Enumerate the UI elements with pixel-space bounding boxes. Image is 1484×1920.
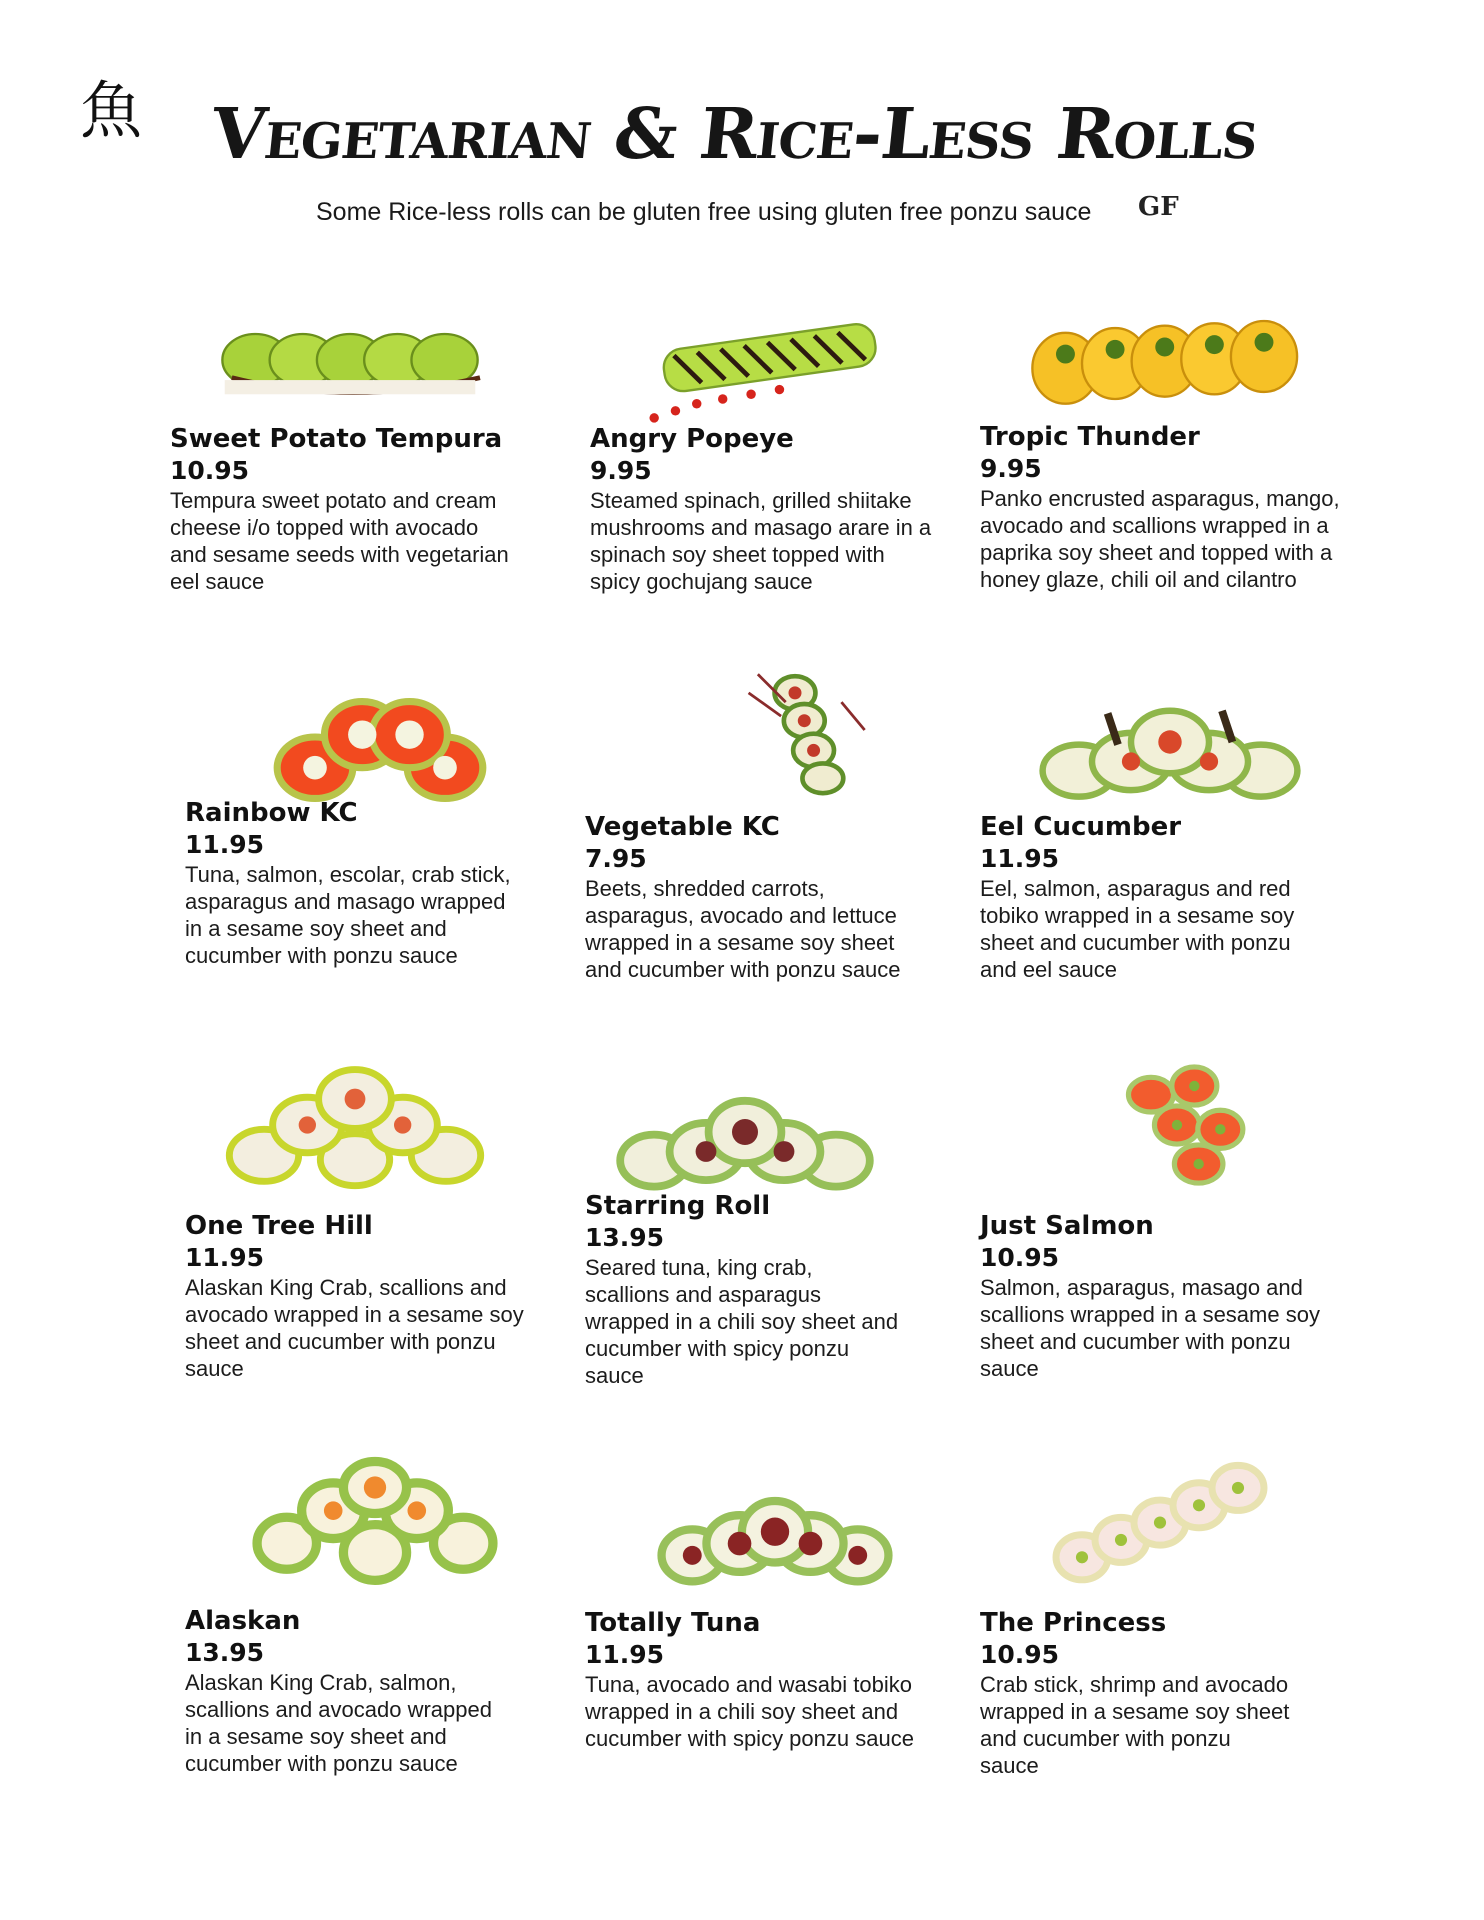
roll-photo-one-tree-hill (205, 1060, 505, 1190)
item-description: Crab stick, shrimp and avocado wrapped in a sesame soy sheet and cucumber with ponzu sauce (980, 1672, 1290, 1778)
item-description: Steamed spinach, grilled shiitake mushrooms and masago arare in a spinach soy sheet topped with spicy gochujang sauce (590, 488, 932, 594)
item-price: 10.95 (170, 456, 250, 485)
roll-photo-vegetable-kc (645, 665, 945, 795)
item-price: 11.95 (980, 844, 1060, 873)
item-price: 10.95 (980, 1243, 1060, 1272)
roll-photo-tropic-thunder (1010, 295, 1310, 425)
item-description: Tempura sweet potato and cream cheese i/o topped with avocado and sesame seeds with vegetarian eel sauce (170, 488, 509, 594)
item-name: One Tree Hill (185, 1211, 373, 1241)
item-price: 13.95 (185, 1638, 265, 1667)
roll-photo-angry-popeye (620, 295, 920, 425)
roll-photo-totally-tuna (625, 1475, 925, 1605)
item-price: 9.95 (980, 454, 1042, 483)
item-price: 11.95 (185, 830, 265, 859)
item-description: Beets, shredded carrots, asparagus, avocado and lettuce wrapped in a sesame soy sheet and cucumber with ponzu sauce (585, 876, 901, 982)
item-description: Seared tuna, king crab, scallions and asparagus wrapped in a chili soy sheet and cucumber with spicy ponzu sauce (585, 1255, 899, 1388)
roll-photo-alaskan (225, 1455, 525, 1585)
roll-photo-sweet-potato-tempura (200, 295, 500, 425)
item-price: 11.95 (185, 1243, 265, 1272)
item-name: Starring Roll (585, 1191, 771, 1221)
item-description: Salmon, asparagus, masago and scallions wrapped in a sesame soy sheet and cucumber with ponzu sauce (980, 1275, 1320, 1381)
item-name: Eel Cucumber (980, 812, 1182, 842)
item-name: Alaskan (185, 1606, 301, 1636)
item-name: Rainbow KC (185, 798, 358, 828)
item-description: Alaskan King Crab, scallions and avocado wrapped in a sesame soy sheet and cucumber with ponzu sauce (185, 1275, 524, 1381)
item-description: Eel, salmon, asparagus and red tobiko wrapped in a sesame soy sheet and cucumber with ponzu and eel sauce (980, 876, 1295, 982)
page-title: Vegetarian & Rice-Less Rolls (207, 92, 1262, 175)
item-description: Tuna, salmon, escolar, crab stick, asparagus and masago wrapped in a sesame soy sheet and cucumber with ponzu sauce (185, 862, 511, 968)
item-description: Panko encrusted asparagus, mango, avocado and scallions wrapped in a paprika soy sheet and topped with a honey glaze, chili oil and cilantro (980, 486, 1340, 592)
item-name: Vegetable KC (585, 812, 780, 842)
item-price: 10.95 (980, 1640, 1060, 1669)
item-name: Sweet Potato Tempura (170, 424, 503, 454)
page-subtitle: Some Rice-less rolls can be gluten free using gluten free ponzu sauce (316, 198, 1092, 226)
roll-photo-eel-cucumber (1020, 690, 1320, 820)
item-name: The Princess (980, 1608, 1167, 1638)
item-name: Angry Popeye (590, 424, 794, 454)
item-price: 9.95 (590, 456, 652, 485)
roll-photo-rainbow-kc (230, 685, 530, 815)
roll-photo-just-salmon (1040, 1060, 1340, 1190)
item-name: Just Salmon (980, 1211, 1154, 1241)
roll-photo-the-princess (1010, 1455, 1310, 1585)
item-name: Tropic Thunder (980, 422, 1200, 452)
item-price: 13.95 (585, 1223, 665, 1252)
gluten-free-badge: GF (1138, 192, 1179, 222)
item-price: 7.95 (585, 844, 647, 873)
item-price: 11.95 (585, 1640, 665, 1669)
item-description: Tuna, avocado and wasabi tobiko wrapped in a chili soy sheet and cucumber with spicy ponzu sauce (585, 1672, 914, 1751)
fish-logo-glyph: 魚 (80, 74, 143, 147)
item-name: Totally Tuna (585, 1608, 761, 1638)
item-description: Alaskan King Crab, salmon, scallions and avocado wrapped in a sesame soy sheet and cucumber with ponzu sauce (185, 1670, 492, 1776)
